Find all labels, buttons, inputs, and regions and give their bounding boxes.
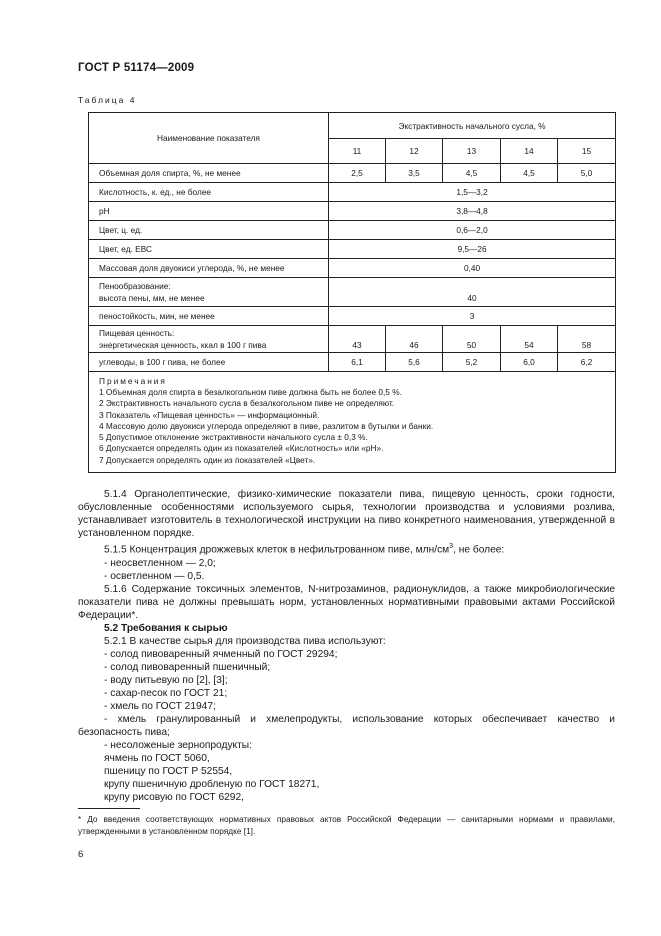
paragraph-5-1-5: [78, 540, 615, 556]
row-label: Цвет, ед. ЕВС: [89, 240, 329, 259]
cell-value: 5,0: [558, 164, 616, 183]
column-header-extract-value: 13: [443, 139, 501, 164]
cell-value: 2,5: [329, 164, 386, 183]
list-subitem: ячмень по ГОСТ 5060,: [104, 753, 210, 765]
list-subitem: пшеницу по ГОСТ Р 52554,: [104, 766, 233, 778]
cell-value: 0,40: [329, 259, 616, 278]
row-label: углеводы, в 100 г пива, не более: [89, 353, 329, 372]
cell-value: 40: [329, 291, 616, 307]
table-row-alcohol: [89, 164, 616, 183]
note-item: 2 Экстрактивность начального сусла в безалкогольном пиве не определяют.: [99, 398, 395, 409]
column-header-extract: Экстрактивность начального сусла, %: [329, 113, 616, 139]
row-group-label: Пенообразование:: [89, 278, 329, 291]
paragraph-5-1-5-tail: , не более:: [453, 544, 505, 556]
row-label: Кислотность, к. ед., не более: [89, 183, 329, 202]
row-label: Цвет, ц. ед.: [89, 221, 329, 240]
table-row-foam-title: [89, 278, 616, 291]
paragraph-5-1-5-text: 5.1.5 Концентрация дрожжевых клеток в нефильтрованном пиве, млн/см: [104, 544, 450, 556]
list-item: - солод пивоваренный пшеничный;: [104, 662, 271, 673]
row-group-label: Пищевая ценность:: [89, 326, 329, 338]
cell-value: 1,5—3,2: [329, 183, 616, 202]
paragraph-5-1-6: 5.1.6 Содержание токсичных элементов, N-нитрозаминов, радионуклидов, а также микробиологические показатели пива не должны превышать норм, установленных нормативными правовыми актами Российской Федерации*.: [78, 583, 615, 621]
cell-value: 3,5: [386, 164, 443, 183]
cell-value: 58: [558, 338, 616, 353]
table-row-co2: [89, 259, 616, 278]
column-header-extract-value: 12: [386, 139, 443, 164]
cell-value: 43: [329, 338, 386, 353]
page-number: 6: [78, 849, 84, 860]
list-item: - хмель по ГОСТ 21947;: [104, 701, 216, 713]
document-body: [78, 488, 615, 805]
cell-value: 5,6: [386, 353, 443, 372]
list-subitem: крупу рисовую по ГОСТ 6292,: [104, 792, 244, 804]
cell-value: 4,5: [443, 164, 501, 183]
note-item: 3 Показатель «Пищевая ценность» — информационный.: [99, 409, 320, 420]
table-row-acidity: [89, 183, 616, 202]
row-label: pH: [89, 202, 329, 221]
cell-value: 9,5—26: [329, 240, 616, 259]
cell-value: 3: [329, 307, 616, 326]
table-caption: Таблица 4: [78, 95, 137, 105]
table-notes-row: [89, 372, 616, 473]
beer-indicators-table: [88, 112, 616, 473]
table-row-color-ebc: [89, 240, 616, 259]
column-header-extract-value: 11: [329, 139, 386, 164]
list-item: - воду питьевую по [2], [3];: [104, 675, 228, 687]
table-row-energy: [89, 338, 616, 353]
column-header-indicator: Наименование показателя: [89, 113, 329, 164]
table-row-foam-stability: [89, 307, 616, 326]
cell-value: 3,8—4,8: [329, 202, 616, 221]
cell-value: 50: [443, 338, 501, 353]
table-notes: [89, 372, 616, 473]
note-item: 7 Допускается определять один из показателей «Цвет».: [99, 454, 316, 465]
notes-title: Примечания: [99, 376, 167, 386]
cell-value: 6,1: [329, 353, 386, 372]
row-label: энергетическая ценность, ккал в 100 г пива: [89, 338, 329, 353]
list-item: - хмель гранулированный и хмелепродукты, использование которых обеспечивает качество и безопасность пива;: [78, 714, 615, 739]
table-row-nutrition-title: [89, 326, 616, 338]
note-item: 5 Допустимое отклонение экстрактивности начального сусла ± 0,3 %.: [99, 432, 368, 443]
paragraph-5-1-4: 5.1.4 Органолептические, физико-химические показатели пива, пищевую ценность, сроки годности, обусловленные особенностями используемого сырья, технологии производства и условиями розлива, устанавливает изготовитель в технологической инструкции на пиво конкретного наименования, утвержденной в установленном порядке.: [78, 489, 615, 540]
list-item: - несоложеные зернопродукты:: [104, 740, 252, 752]
cell-value: 6,0: [501, 353, 558, 372]
cell-value: 0,6—2,0: [329, 221, 616, 240]
table-row-ph: [89, 202, 616, 221]
footnote-divider: [78, 808, 140, 809]
cell-value: 54: [501, 338, 558, 353]
note-item: 4 Массовую долю двуокиси углерода определяют в пиве, разлитом в бутылки и банки.: [99, 420, 434, 431]
cell-value: 46: [386, 338, 443, 353]
row-label: Объемная доля спирта, %, не менее: [89, 164, 329, 183]
list-item: - осветленном — 0,5.: [104, 570, 205, 582]
column-header-extract-value: 15: [558, 139, 616, 164]
superscript: 3: [449, 543, 454, 551]
section-heading-5-2: 5.2 Требования к сырью: [104, 622, 228, 634]
table-row-carbs: [89, 353, 616, 372]
row-label: Массовая доля двуокиси углерода, %, не менее: [89, 259, 329, 278]
document-header: ГОСТ Р 51174—2009: [78, 62, 195, 74]
list-item: - неосветленном — 2,0;: [104, 557, 216, 569]
table-row-color-units: [89, 221, 616, 240]
cell-value: 6,2: [558, 353, 616, 372]
list-item: - сахар-песок по ГОСТ 21;: [104, 688, 228, 700]
footnote: * До введения соответствующих нормативных правовых актов Российской Федерации — санитарными нормами и правилами, утвержденными в установленном порядке [1].: [78, 814, 615, 836]
cell-value: 5,2: [443, 353, 501, 372]
list-subitem: крупу пшеничную дробленую по ГОСТ 18271,: [104, 779, 320, 791]
cell-value: 4,5: [501, 164, 558, 183]
note-item: 1 Объемная доля спирта в безалкогольном пиве должна быть не более 0,5 %.: [99, 387, 402, 397]
list-item: - солод пивоваренный ячменный по ГОСТ 29294;: [104, 648, 338, 660]
note-item: 6 Допускается определять один из показателей «Кислотность» или «pH».: [99, 443, 384, 454]
column-header-extract-value: 14: [501, 139, 558, 164]
paragraph-5-2-1: 5.2.1 В качестве сырья для производства пива используют:: [104, 635, 386, 647]
table-row-foam-height: [89, 291, 616, 307]
row-label: пеностойкость, мин, не менее: [89, 307, 329, 326]
row-label: высота пены, мм, не менее: [89, 291, 329, 307]
